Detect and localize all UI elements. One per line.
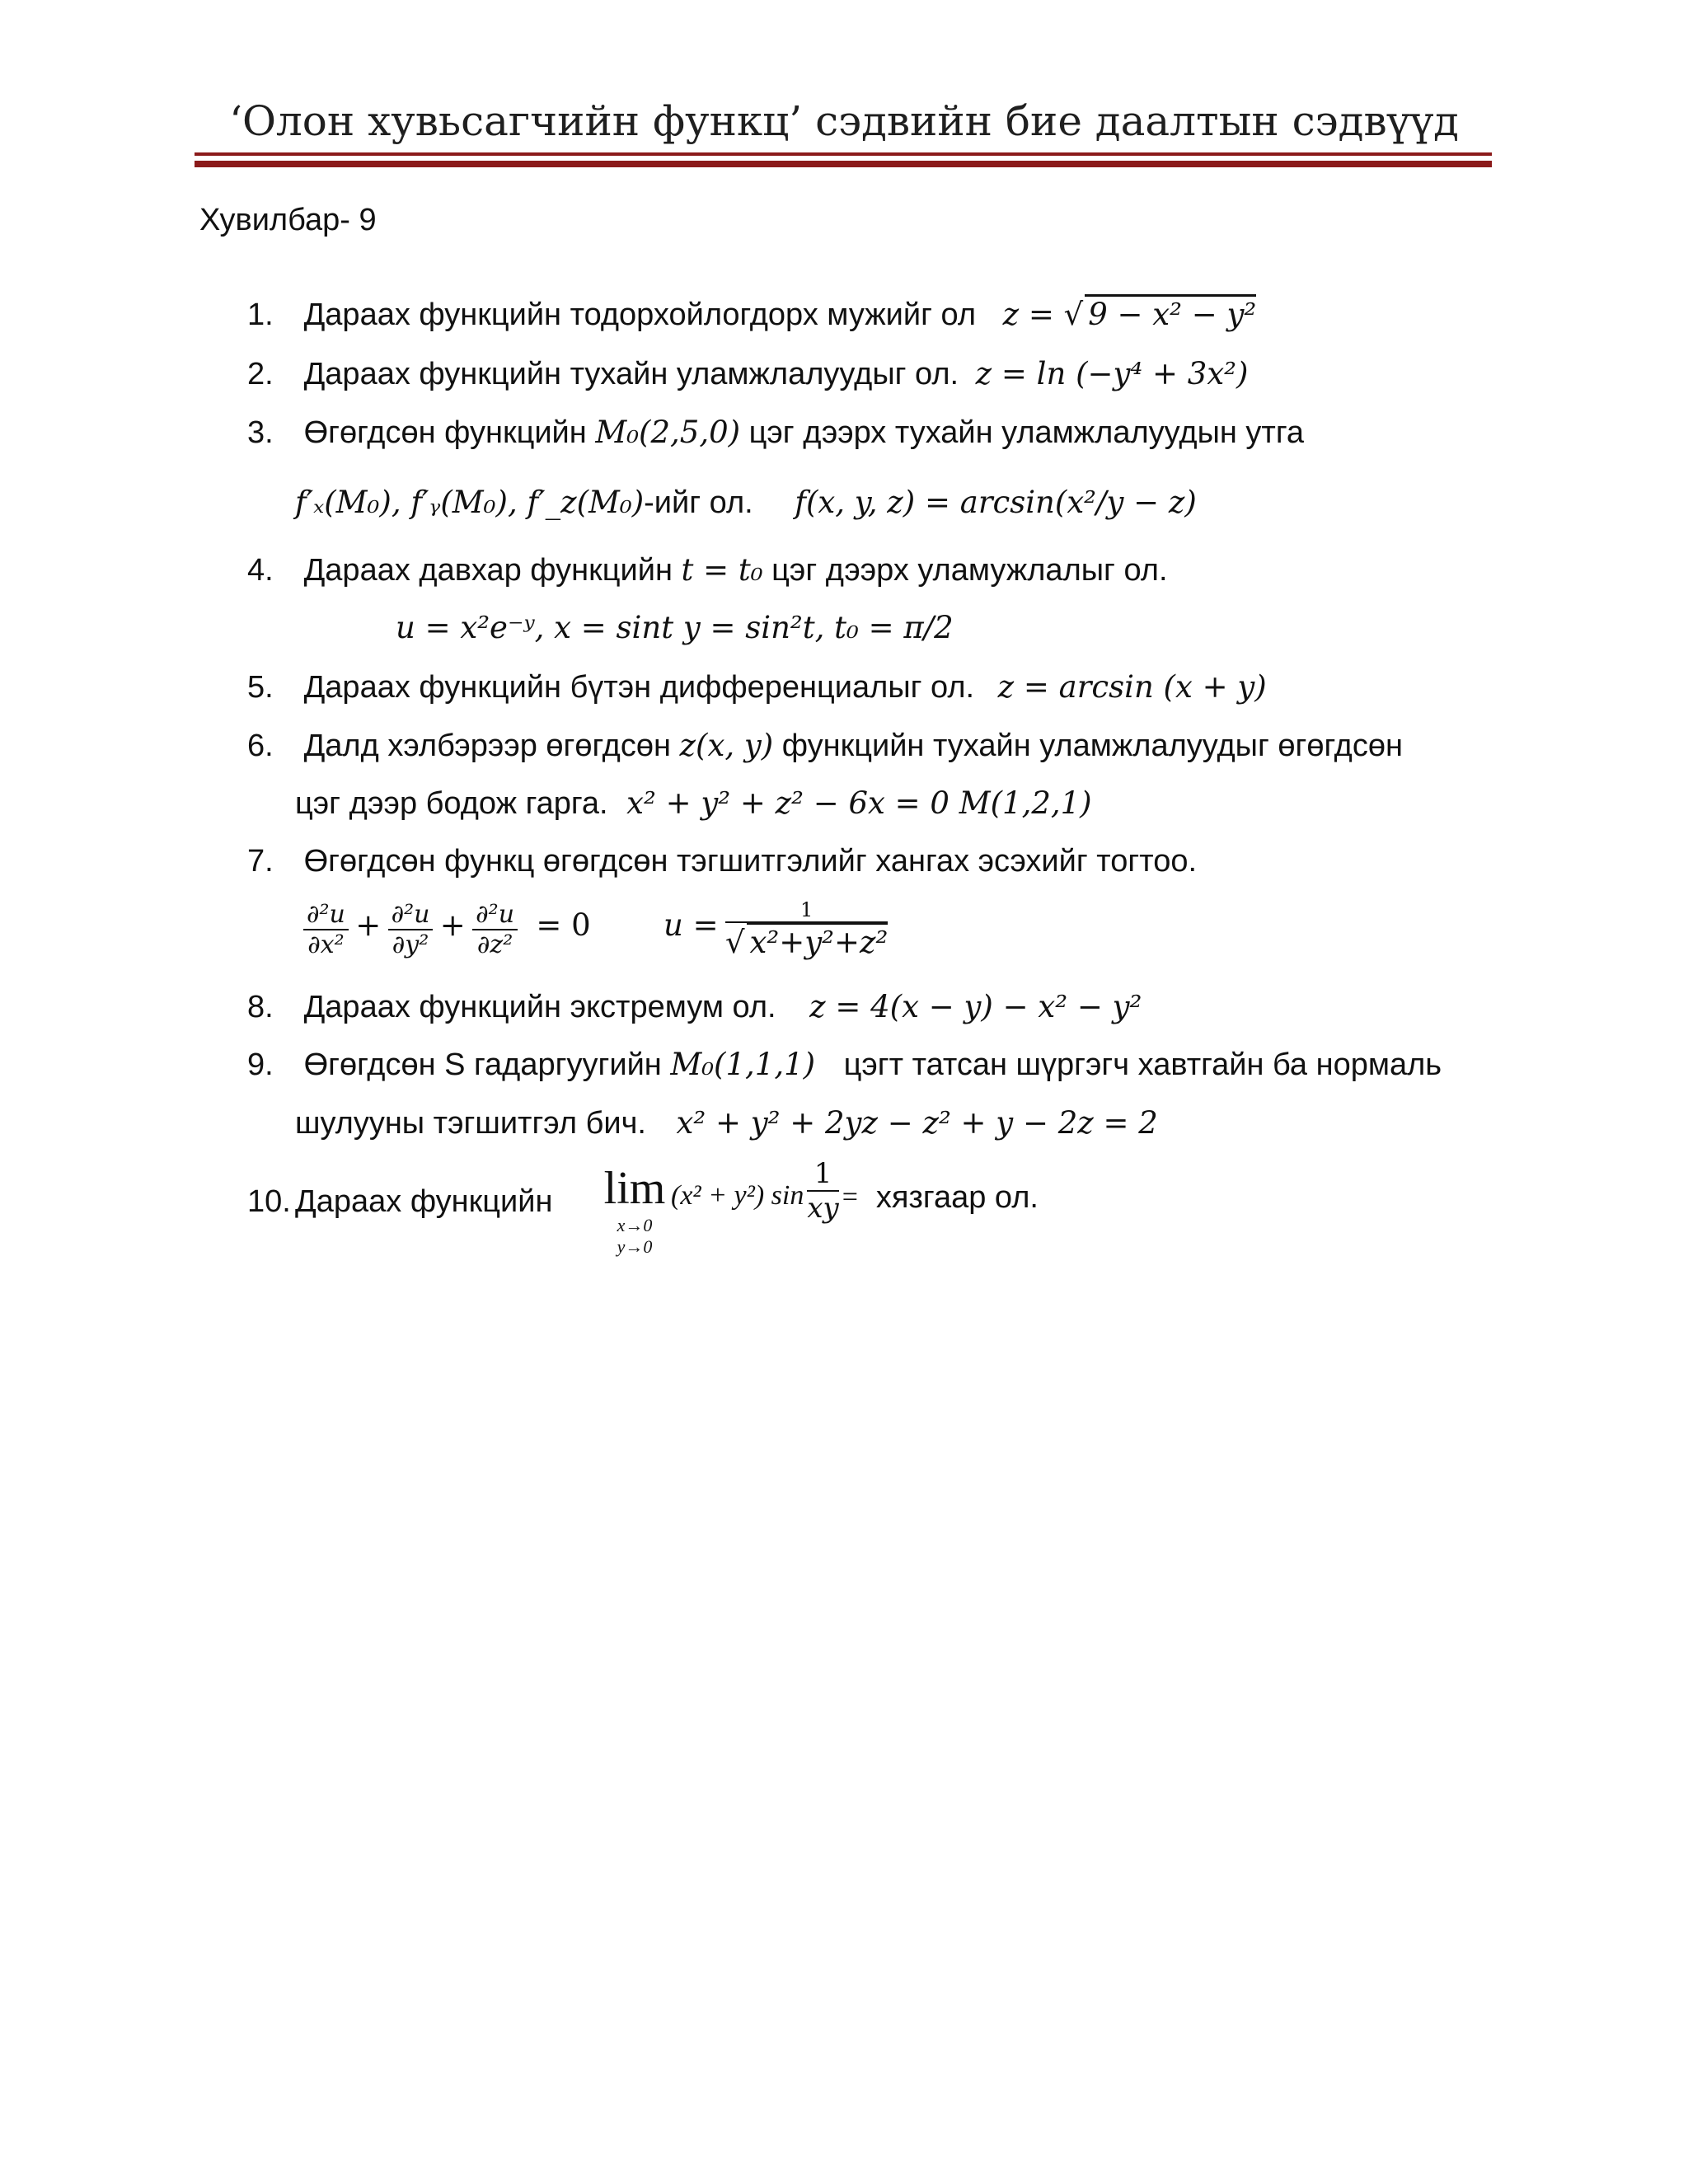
problem-number: 5. [247,670,274,705]
problem-number: 1. [247,298,274,332]
sqrt-sign: √ [1063,297,1084,332]
problem-text: Дараах функцийн тухайн уламжлалуудыг ол. [303,357,959,391]
denominator: ∂z² [476,930,513,959]
problem-7-equation [303,898,888,960]
title-rule-thick [195,161,1492,167]
page-title: ‘Олон хувьсагчийн функц’ сэдвийн бие даалтын сэдвүүд [229,97,1459,145]
problem-4-formula [396,610,954,646]
math-expression: z = ln (−y⁴ + 3x²) [975,356,1249,391]
numerator: ∂²u [303,900,349,930]
denominator: ∂x² [307,930,345,959]
variant-label: Хувилбар- 9 [199,203,377,237]
limit-subscript-y: y→0 [617,1236,653,1257]
problem-text: Дараах давхар функцийн [303,553,673,588]
equals-sign: = [842,1182,858,1212]
problem-text: шулууны тэгшитгэл бич. [295,1106,646,1141]
sqrt-sign: √ [724,925,745,960]
denominator: ∂y² [392,930,429,959]
problem-number: 7. [247,844,274,879]
problem-4 [247,552,1168,588]
problem-2 [247,356,1248,392]
problem-text: цэг дээрх уламужлалыг ол. [771,553,1168,588]
problem-number: 4. [247,553,274,588]
numerator: ∂²u [472,900,518,930]
problem-1 [247,294,1256,333]
equals-zero: = 0 [536,907,591,944]
derivatives-expression: f′ₓ(M₀), f′ᵧ(M₀), f′_z(M₀) [295,485,645,520]
formula-expression: u = x²e⁻ʸ, x = sint y = sin²t, t₀ = π/2 [396,610,954,645]
equation-expression: x² + y² + z² − 6x = 0 M(1,2,1) [626,785,1092,821]
point-expression: M₀(1,1,1) [670,1047,816,1082]
denominator [725,923,888,960]
sqrt-radicand: x²+y²+z² [747,923,889,960]
problem-text: Дараах функцийн бүтэн дифференциалыг ол. [303,670,975,705]
fraction-d2u-dy2 [388,900,434,959]
sqrt-radicand: 9 − x² − y² [1085,294,1256,332]
math-expression: t = t₀ [681,552,763,588]
plus-sign: + [439,907,466,944]
limit-subscript-x: x→0 [617,1215,653,1235]
limit-expression [602,1157,1039,1258]
numerator: 1 [725,898,888,923]
u-equals: u = [663,907,719,944]
problem-8 [247,989,1142,1025]
plus-sign: + [355,907,382,944]
fraction-one-over-xy [807,1157,838,1225]
math-expression: z = 4(x − y) − x² − y² [809,989,1142,1024]
equation-expression: x² + y² + 2yz − z² + y − 2z = 2 [676,1105,1158,1141]
problem-text: -ийг ол. [644,485,753,520]
problem-text: Дараах функцийн экстремум ол. [303,990,776,1024]
problem-text: Өгөгдсөн S гадаргуугийн [303,1047,662,1082]
problem-9-line-2 [295,1105,1158,1141]
problem-number: 10. [247,1184,291,1219]
math-expression: z = arcsin (x + y) [997,669,1267,705]
problem-number: 6. [247,729,274,763]
math-expression: z = [1002,297,1064,332]
lim-word: lim [603,1163,666,1214]
problem-number: 3. [247,415,274,450]
denominator: xy [807,1192,839,1225]
problem-6 [247,728,1403,764]
point-expression: M₀(2,5,0) [595,415,741,450]
problem-number: 8. [247,990,274,1024]
limit-body: (x² + y²) sin [671,1180,804,1211]
limit-operator [602,1162,668,1258]
problem-text: Өгөгдсөн функц өгөгдсөн тэгшитгэлийг хангах эсэхийг тогтоо. [303,844,1198,879]
function-expression: f(x, y, z) = arcsin(x²/y − z) [795,485,1197,520]
problem-text: Өгөгдсөн функцийн [303,415,587,450]
problem-3-line-2 [295,485,1197,521]
problem-text: цэг дээр бодож гарга. [295,786,608,821]
problem-6-line-2 [295,785,1092,822]
problem-5 [247,669,1267,705]
problem-text: хязгаар ол. [875,1180,1039,1215]
problem-text: цэгт татсан шүргэгч хавтгайн ба нормаль [843,1047,1442,1082]
numerator: 1 [807,1157,838,1192]
problem-text: Дараах функцийн тодорхойлогдорх мужийг ол [303,298,977,332]
problem-text: функцийн тухайн уламжлалуудыг өгөгдсөн [781,729,1403,763]
problem-number: 2. [247,357,274,391]
fraction-one-over-root [725,898,888,960]
problem-9 [247,1047,1442,1083]
problem-text: цэг дээрх тухайн уламжлалуудын утга [748,415,1304,450]
problem-text: Далд хэлбэрээр өгөгдсөн [303,729,671,763]
problem-text: Дараах функцийн [295,1184,553,1219]
numerator: ∂²u [388,900,434,930]
title-rule-thin [195,152,1492,156]
math-expression: z(x, y) [679,728,774,763]
problem-10 [247,1184,552,1220]
fraction-d2u-dz2 [472,900,518,959]
problem-number: 9. [247,1047,274,1082]
fraction-d2u-dx2 [303,900,349,959]
problem-7 [247,844,1197,879]
problem-3 [247,415,1304,451]
